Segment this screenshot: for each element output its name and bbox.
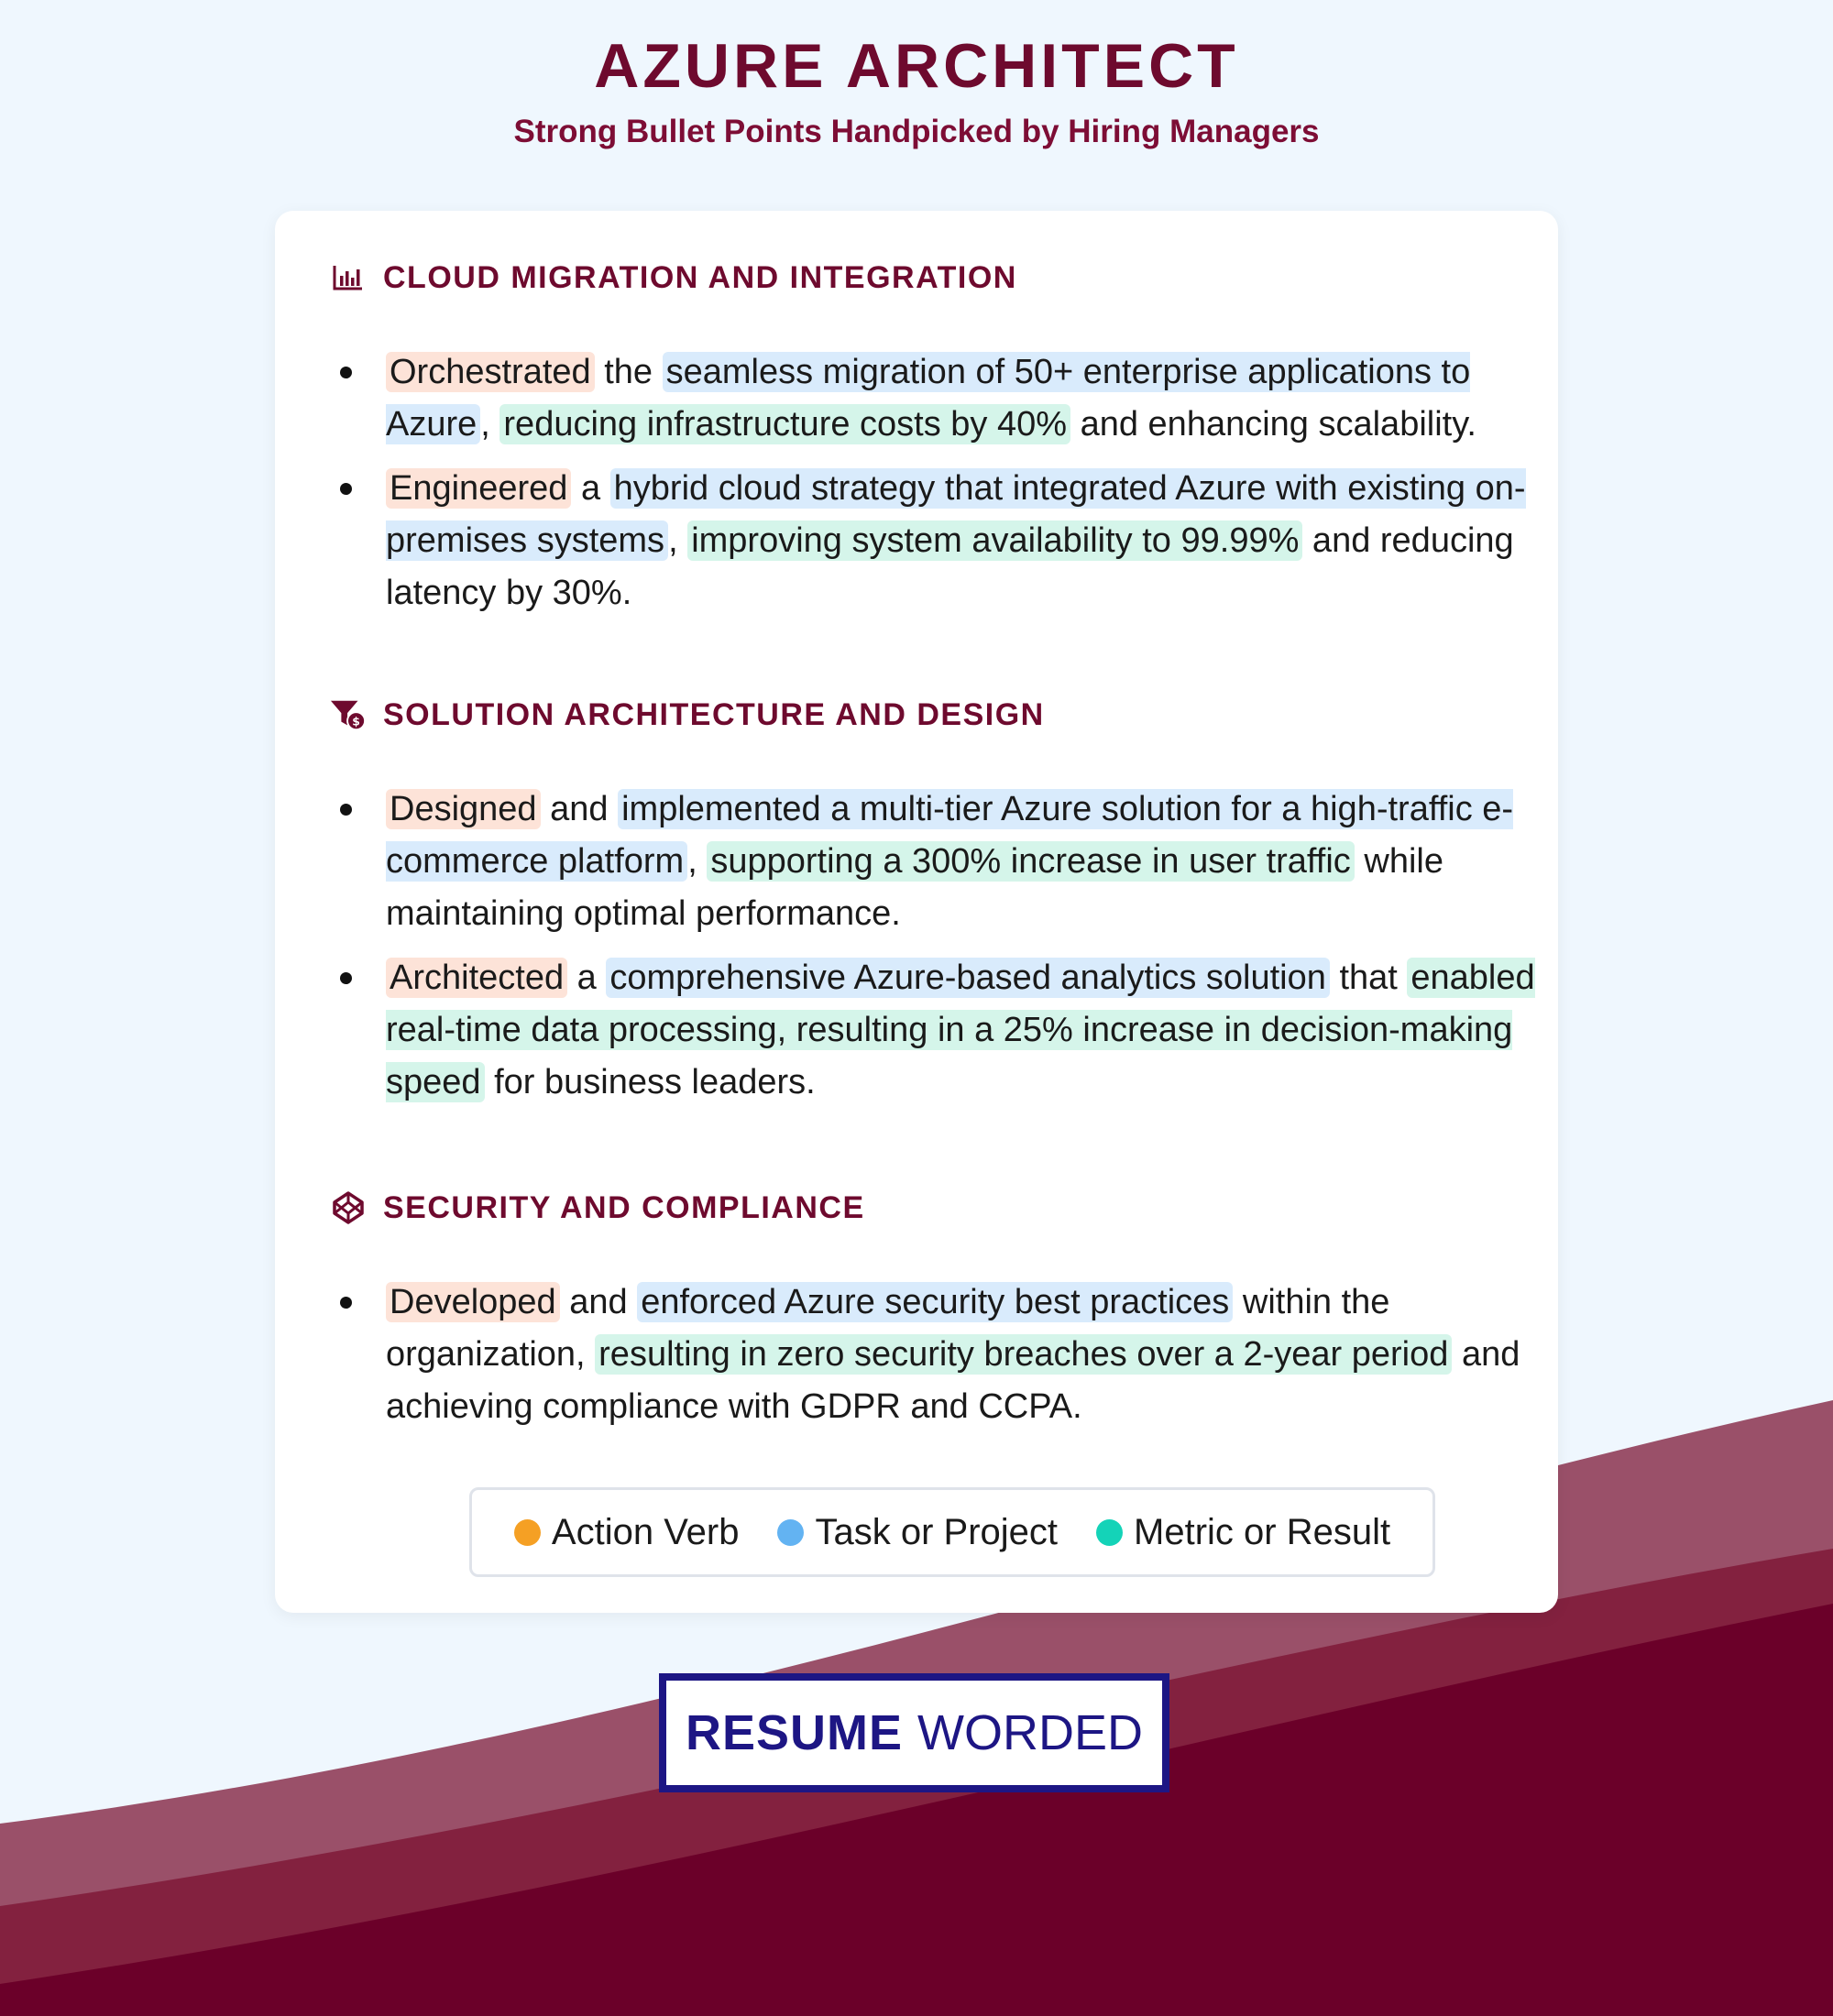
section-header: [325, 692, 1535, 738]
plain-text: that: [1329, 959, 1408, 997]
task-text: enforced Azure security best practices: [637, 1282, 1233, 1322]
plain-text: ,: [687, 842, 708, 881]
legend-label: Task or Project: [815, 1511, 1059, 1552]
highlight-legend: [469, 1487, 1435, 1577]
plain-text: and: [540, 790, 619, 828]
metric-text: reducing infrastructure costs by 40%: [499, 404, 1070, 444]
bullet-item: [325, 952, 1535, 1109]
task-text: hybrid cloud strategy that integrated Azure with existing on-premises systems: [386, 469, 1526, 560]
metric-text: improving system availability to 99.99%: [687, 520, 1302, 561]
bullet-item: [325, 346, 1535, 451]
metric-text: supporting a 300% increase in user traffic: [707, 841, 1354, 882]
page-subtitle: Strong Bullet Points Handpicked by Hiring Managers: [513, 114, 1320, 149]
plain-text: within the organization,: [386, 1283, 1390, 1374]
plain-text: and reducing latency by 30%.: [386, 521, 1514, 612]
plain-text: and: [559, 1283, 638, 1321]
section-header: [325, 255, 1535, 301]
legend-item-task: [777, 1512, 1058, 1553]
legend-label: Action Verb: [551, 1511, 740, 1552]
section-title: SECURITY AND COMPLIANCE: [383, 1189, 865, 1225]
blue-dot-icon: [777, 1519, 804, 1546]
section-title: SOLUTION ARCHITECTURE AND DESIGN: [383, 696, 1045, 732]
svg-text:$: $: [352, 715, 360, 729]
plain-text: the: [594, 353, 663, 391]
plain-text: ,: [668, 521, 688, 560]
task-text: implemented a multi-tier Azure solution for a high-traffic e-commerce platform: [386, 790, 1514, 881]
plain-text: ,: [480, 405, 500, 444]
plain-text: while maintaining optimal performance.: [386, 842, 1443, 933]
bullet-list: [325, 1276, 1535, 1433]
legend-item-action-verb: [514, 1512, 740, 1553]
section-security-compliance: [325, 1185, 1535, 1445]
bullet-item: [325, 783, 1535, 940]
legend-label: Metric or Result: [1134, 1511, 1391, 1552]
action-verb: Engineered: [386, 468, 571, 509]
plain-text: and enhancing scalability.: [1070, 405, 1476, 444]
bar-chart-icon: [330, 259, 367, 296]
bullet-list: [325, 783, 1535, 1109]
section-solution-architecture: [325, 692, 1535, 1121]
plain-text: for business leaders.: [484, 1063, 816, 1101]
action-verb: Developed: [386, 1282, 560, 1322]
action-verb: Designed: [386, 789, 541, 829]
orange-dot-icon: [514, 1519, 541, 1546]
action-verb: Orchestrated: [386, 352, 595, 392]
bullet-points-card: [275, 211, 1558, 1613]
legend-item-metric: [1096, 1512, 1390, 1553]
task-text: comprehensive Azure-based analytics solution: [606, 958, 1330, 998]
funnel-dollar-icon: [330, 696, 367, 733]
plain-text: a: [571, 469, 610, 508]
section-cloud-migration: [325, 255, 1535, 631]
bullet-item: [325, 1276, 1535, 1433]
teal-dot-icon: [1096, 1519, 1123, 1546]
section-header: [325, 1185, 1535, 1231]
bullet-item: [325, 463, 1535, 619]
bullet-list: [325, 346, 1535, 619]
logo-regular-text: WORDED: [917, 1705, 1143, 1760]
resume-worded-logo[interactable]: [659, 1673, 1169, 1792]
task-text: seamless migration of 50+ enterprise applications to Azure: [386, 353, 1471, 444]
page-header: [0, 27, 1833, 152]
logo-bold-text: RESUME: [685, 1705, 904, 1760]
action-verb: Architected: [386, 958, 567, 998]
metric-text: resulting in zero security breaches over a 2-year period: [595, 1334, 1452, 1375]
section-title: CLOUD MIGRATION AND INTEGRATION: [383, 259, 1017, 295]
page-title: AZURE ARCHITECT: [594, 31, 1239, 101]
plain-text: a: [567, 959, 607, 997]
plain-text: and achieving compliance with GDPR and CCPA.: [386, 1335, 1520, 1426]
metric-text: enabled real-time data processing, resulting in a 25% increase in decision-making speed: [386, 959, 1535, 1101]
codepen-cube-icon: [330, 1189, 367, 1226]
